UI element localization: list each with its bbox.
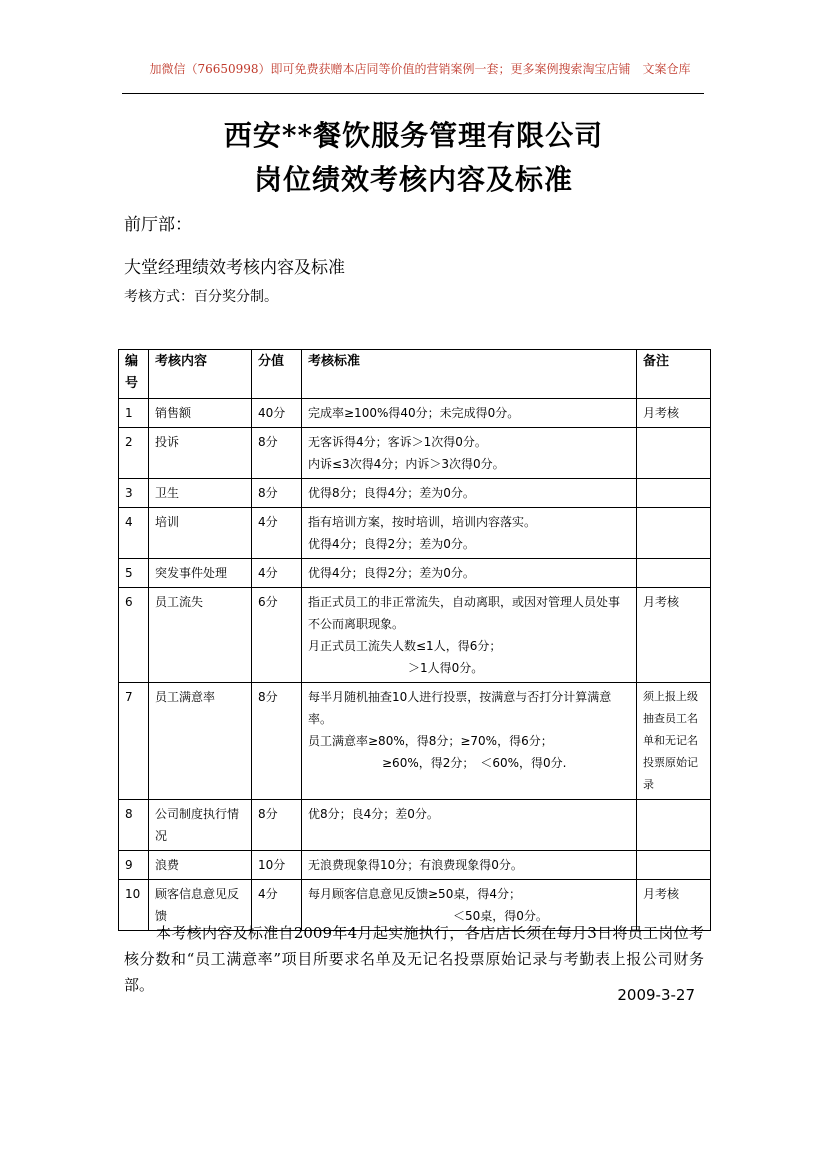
- row-number: 2: [119, 428, 149, 479]
- row-number: 10: [119, 880, 149, 931]
- standard-line: ＞1人得0分。: [408, 661, 484, 675]
- row-score: 8分: [252, 479, 302, 508]
- row-note: [637, 851, 711, 880]
- row-item: 员工流失: [149, 588, 252, 683]
- row-score: 10分: [252, 851, 302, 880]
- header-standard: 考核标准: [302, 350, 637, 399]
- standard-line: 无客诉得4分；客诉＞1次得0分。: [308, 435, 487, 449]
- standard-line: 指正式员工的非正常流失，自动离职，或因对管理人员处事不公而离职现象。: [308, 595, 621, 631]
- row-note: [637, 479, 711, 508]
- row-note: 月考核: [637, 399, 711, 428]
- row-item: 顾客信息意见反馈: [149, 880, 252, 931]
- row-number: 4: [119, 508, 149, 559]
- row-score: 4分: [252, 880, 302, 931]
- standard-line: 员工满意率≥80%，得8分；≥70%，得6分；: [308, 734, 553, 748]
- table-row: [119, 428, 711, 479]
- standard-line: ＜50桌，得0分。: [453, 909, 548, 923]
- row-number: 3: [119, 479, 149, 508]
- row-standard: [302, 851, 637, 880]
- standard-line: 优得4分；良得2分；差为0分。: [308, 566, 475, 580]
- row-number: 8: [119, 800, 149, 851]
- row-note: 月考核: [637, 880, 711, 931]
- header-note: 备注: [637, 350, 711, 399]
- assessment-method: 考核方式：百分奖分制。: [124, 289, 278, 305]
- table-row: [119, 800, 711, 851]
- row-note: [637, 428, 711, 479]
- standard-line: 指有培训方案，按时培训，培训内容落实。: [308, 515, 537, 529]
- department-label: 前厅部：: [124, 215, 192, 235]
- kpi-table: [118, 349, 711, 931]
- standard-line: 优得8分；良得4分；差为0分。: [308, 486, 475, 500]
- row-score: 8分: [252, 683, 302, 800]
- standard-line: 完成率≥100%得40分；未完成得0分。: [308, 406, 520, 420]
- document-date: 2009-3-27: [617, 986, 695, 1004]
- row-item: 浪费: [149, 851, 252, 880]
- header-number: 编号: [119, 350, 149, 399]
- row-standard: [302, 800, 637, 851]
- row-standard: [302, 588, 637, 683]
- standard-line: ≥60%，得2分； ＜60%，得0分.: [382, 756, 567, 770]
- row-score: 8分: [252, 428, 302, 479]
- row-standard: [302, 683, 637, 800]
- row-note: 月考核: [637, 588, 711, 683]
- row-score: 4分: [252, 508, 302, 559]
- table-row: [119, 399, 711, 428]
- row-note: 须上报上级抽查员工名单和无记名投票原始记录: [637, 683, 711, 800]
- row-number: 7: [119, 683, 149, 800]
- row-item: 卫生: [149, 479, 252, 508]
- company-title: 西安**餐饮服务管理有限公司: [223, 119, 604, 152]
- row-score: 40分: [252, 399, 302, 428]
- row-note: [637, 559, 711, 588]
- document-title: 岗位绩效考核内容及标准: [253, 163, 573, 196]
- row-standard: [302, 428, 637, 479]
- row-item: 培训: [149, 508, 252, 559]
- row-standard: [302, 399, 637, 428]
- standard-line: 优8分；良4分；差0分。: [308, 807, 439, 821]
- section-subtitle: 大堂经理绩效考核内容及标准: [124, 258, 345, 278]
- table-row: [119, 851, 711, 880]
- row-note: [637, 508, 711, 559]
- row-item: 投诉: [149, 428, 252, 479]
- standard-line: 每半月随机抽查10人进行投票，按满意与否打分计算满意率。: [308, 690, 612, 726]
- standard-line: 无浪费现象得10分；有浪费现象得0分。: [308, 858, 523, 872]
- row-number: 6: [119, 588, 149, 683]
- row-number: 1: [119, 399, 149, 428]
- table-row: [119, 559, 711, 588]
- row-score: 6分: [252, 588, 302, 683]
- table-row: [119, 588, 711, 683]
- header-item: 考核内容: [149, 350, 252, 399]
- row-note: [637, 800, 711, 851]
- table-row: [119, 683, 711, 800]
- row-score: 4分: [252, 559, 302, 588]
- row-item: 销售额: [149, 399, 252, 428]
- standard-line: 每月顾客信息意见反馈≥50桌，得4分；: [308, 887, 521, 901]
- promo-banner: 加微信（76650998）即可免费获赠本店同等价值的营销案例一套；更多案例搜索淘宝店铺 文案仓库: [149, 62, 691, 76]
- table-row: [119, 479, 711, 508]
- row-standard: [302, 559, 637, 588]
- header-divider: [122, 93, 704, 94]
- row-item: 突发事件处理: [149, 559, 252, 588]
- row-standard: [302, 508, 637, 559]
- table-row: [119, 508, 711, 559]
- header-score: 分值: [252, 350, 302, 399]
- row-score: 8分: [252, 800, 302, 851]
- table-header-row: [119, 350, 711, 399]
- row-standard: [302, 479, 637, 508]
- row-item: 员工满意率: [149, 683, 252, 800]
- standard-line: 内诉≤3次得4分；内诉＞3次得0分。: [308, 457, 505, 471]
- row-item: 公司制度执行情况: [149, 800, 252, 851]
- row-number: 9: [119, 851, 149, 880]
- standard-line: 优得4分；良得2分；差为0分。: [308, 537, 475, 551]
- row-number: 5: [119, 559, 149, 588]
- footer-paragraph: 本考核内容及标准自2009年4月起实施执行，各店店长须在每月3日将员工岗位考核分数和“员工满意率”项目所要求名单及无记名投票原始记录与考勤表上报公司财务部。: [124, 924, 704, 994]
- standard-line: 月正式员工流失人数≤1人，得6分；: [308, 639, 502, 653]
